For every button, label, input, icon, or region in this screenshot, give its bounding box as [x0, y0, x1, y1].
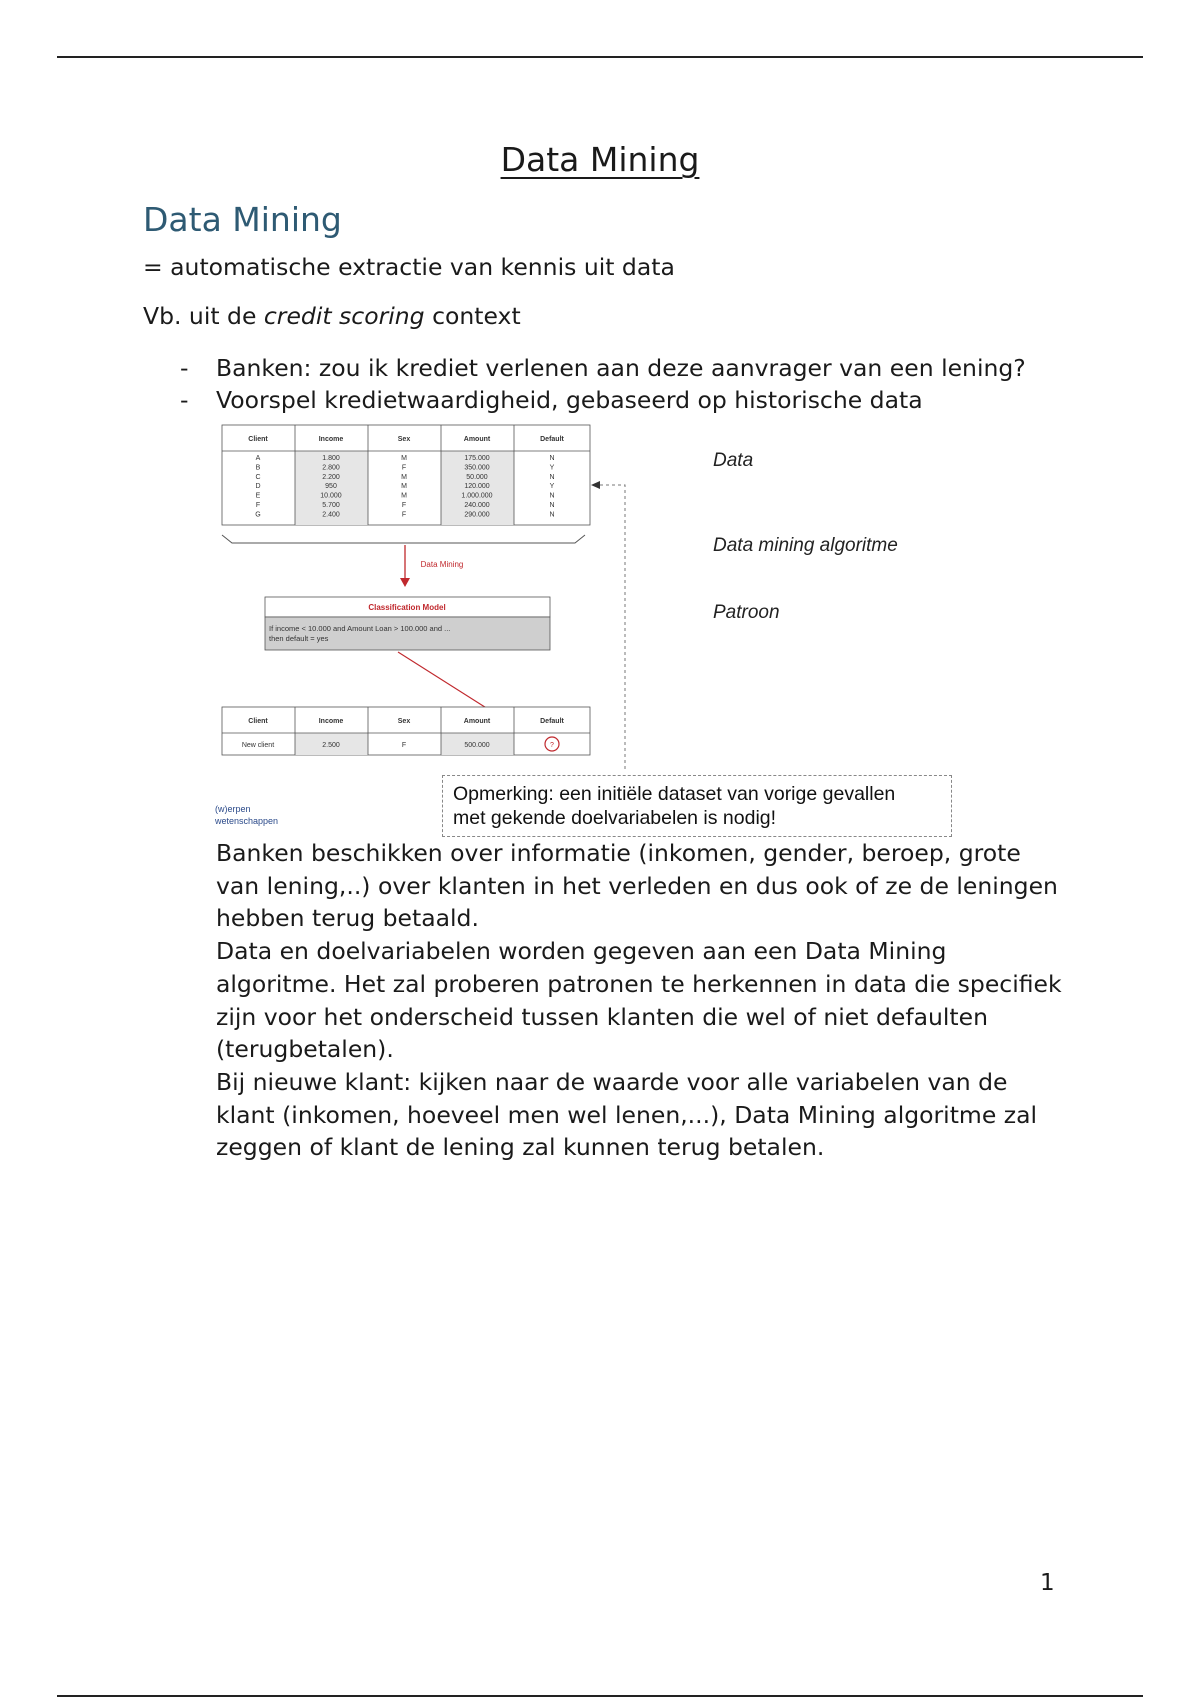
- table-cell: D: [255, 483, 261, 491]
- credit-scoring-figure: [210, 415, 970, 835]
- table-cell: M: [401, 483, 407, 491]
- definition-text: = automatische extractie van kennis uit data: [143, 253, 675, 281]
- table-header: Income: [318, 718, 344, 725]
- table-cell: M: [401, 473, 407, 481]
- bottom-rule: [57, 1695, 1143, 1697]
- table-cell: F: [401, 511, 407, 519]
- table-cell: 120.000: [464, 483, 490, 491]
- table-header: Client: [248, 718, 268, 725]
- arrow-head: [400, 578, 410, 587]
- table-cell: 290.000: [464, 511, 490, 519]
- example-italic: credit scoring: [263, 302, 425, 330]
- table-cell: A: [255, 455, 261, 462]
- table-cell: B: [255, 464, 261, 472]
- table-header: Client: [248, 436, 268, 443]
- table-cell: 175.000: [464, 455, 490, 462]
- list-item: - Voorspel kredietwaardigheid, gebaseerd op historische data: [180, 386, 923, 414]
- label-pattern: Patroon: [713, 602, 780, 623]
- section-heading: Data Mining: [143, 200, 342, 239]
- model-title: Classification Model: [368, 603, 446, 612]
- figure-diagram: [210, 415, 970, 835]
- page-number: 1: [1040, 1570, 1055, 1596]
- table-header: Default: [540, 436, 564, 443]
- example-line: Vb. uit de credit scoring context: [143, 302, 521, 330]
- table-cell: Y: [549, 483, 555, 491]
- new-client-cell: 2.500: [322, 742, 340, 749]
- new-client-cell: New client: [241, 742, 275, 749]
- table-cell: 2.400: [322, 511, 340, 519]
- label-data: Data: [713, 450, 754, 471]
- document-title: Data Mining: [500, 140, 700, 179]
- table-cell: Y: [549, 464, 555, 472]
- paragraph: Bij nieuwe klant: kijken naar de waarde voor alle variabelen van de klant (inkomen, hoeveel men wel lenen,...), Data Mining algoritme zal zeggen of klant de lening zal kunnen terug betalen.: [216, 1067, 1038, 1162]
- table-cell: E: [255, 492, 261, 500]
- note-box: Opmerking: een initiële dataset van vorige gevallen met gekende doelvariabelen is nodig!: [442, 775, 952, 837]
- arrow-head: [591, 481, 600, 489]
- table-cell: 10.000: [320, 492, 342, 500]
- bracket: [222, 535, 585, 543]
- table-cell: F: [255, 502, 261, 509]
- table-cell: 240.000: [464, 502, 490, 509]
- table-header: Amount: [463, 718, 491, 725]
- feedback-line: [595, 485, 625, 769]
- new-client-cell: F: [401, 742, 407, 749]
- table-cell: 5.700: [322, 502, 340, 509]
- table-header: Sex: [397, 436, 411, 443]
- table-cell: F: [401, 464, 407, 472]
- model-rule: If income < 10.000 and Amount Loan > 100.000 and ...: [269, 624, 451, 633]
- paragraph: Data en doelvariabelen worden gegeven aan een Data Mining algoritme. Het zal proberen patronen te herkennen in data die specifiek zijn voor het onderscheid tussen klanten die wel of niet defaulten (terugbetalen).: [216, 937, 1062, 1064]
- table-header: Income: [318, 436, 344, 443]
- table-cell: 950: [325, 483, 337, 491]
- label-algorithm: Data mining algoritme: [713, 535, 898, 556]
- table-cell: F: [401, 502, 407, 509]
- arrow-label: Data Mining: [420, 560, 464, 569]
- table-cell: C: [255, 473, 261, 481]
- table-header: Amount: [463, 436, 491, 443]
- table-cell: N: [549, 492, 555, 500]
- table-cell: N: [549, 511, 555, 519]
- table-cell: 2.200: [322, 473, 340, 481]
- top-rule: [57, 56, 1143, 58]
- logo: (w)erpen wetenschappen: [215, 804, 279, 826]
- table-cell: N: [549, 502, 555, 509]
- table-cell: 1.800: [322, 455, 340, 462]
- table-cell: 1.000.000: [461, 492, 493, 500]
- new-client-cell: 500.000: [464, 742, 490, 749]
- table-cell: 50.000: [466, 473, 488, 481]
- table-cell: 2.800: [322, 464, 340, 472]
- table-header: Default: [540, 718, 564, 725]
- table-cell: M: [401, 455, 407, 462]
- model-rule: then default = yes: [269, 634, 329, 643]
- paragraph: Banken beschikken over informatie (inkomen, gender, beroep, grote van lening,..) over klanten in het verleden en dus ook of ze de leningen hebben terug betaald.: [216, 839, 1058, 933]
- table-header: Sex: [397, 718, 411, 725]
- table-cell: 350.000: [464, 464, 490, 472]
- table-cell: N: [549, 455, 555, 462]
- table-cell: N: [549, 473, 555, 481]
- table-cell: G: [255, 511, 261, 519]
- table-cell: M: [401, 492, 407, 500]
- bullet-list: [170, 352, 1026, 416]
- explanation-body: [216, 837, 1066, 1164]
- list-item: - Banken: zou ik krediet verlenen aan deze aanvrager van een lening?: [180, 354, 1026, 382]
- new-client-cell: ?: [550, 742, 554, 749]
